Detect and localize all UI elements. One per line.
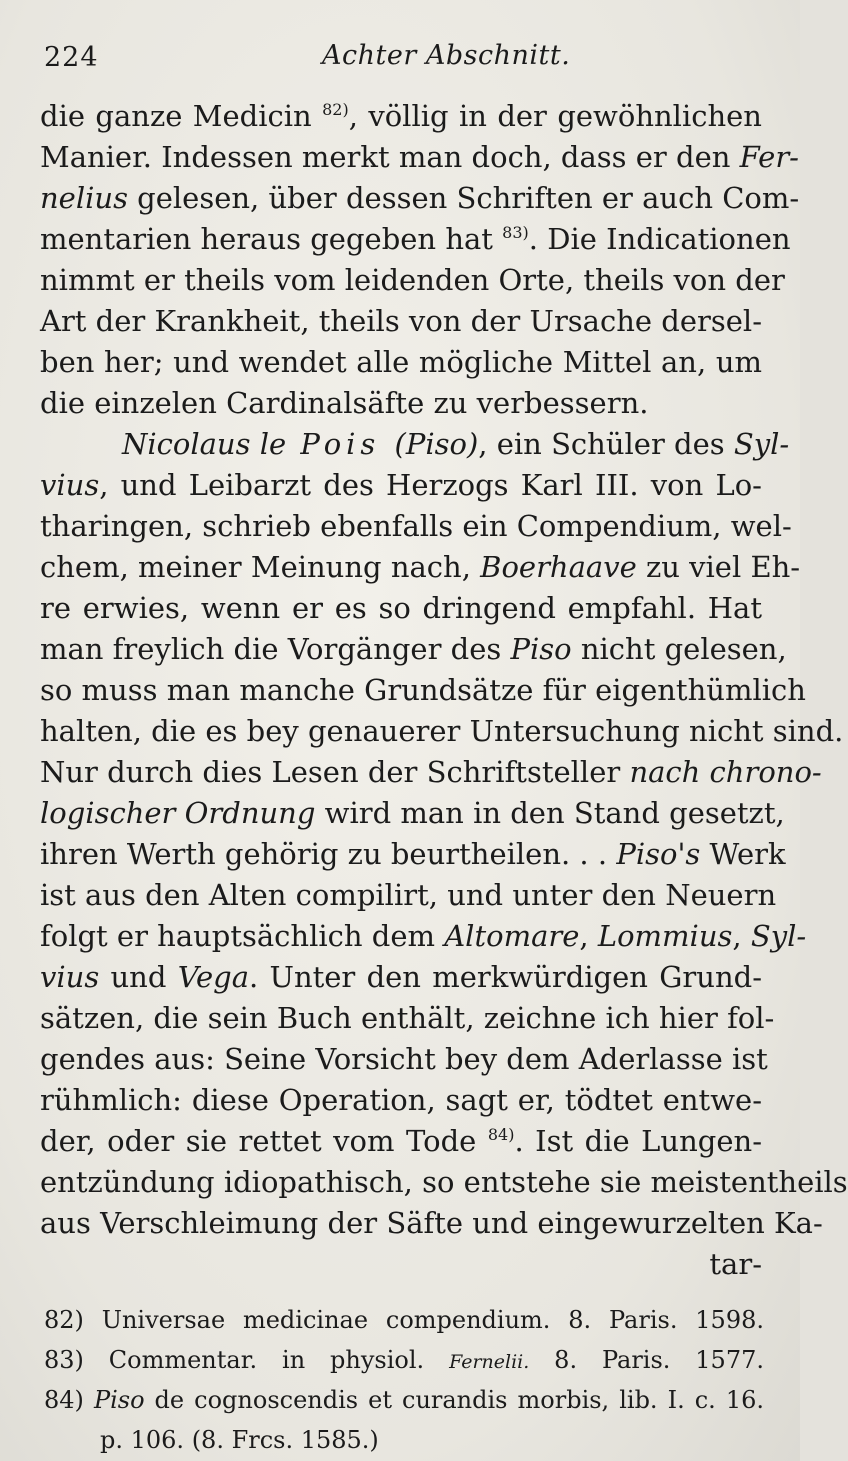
page-header [40, 38, 760, 78]
footnote-82: 82) Universae medicinae compendium. 8. Paris. 1598. [44, 1306, 764, 1334]
text-line-25: rühmlich: diese Operation, sagt er, tödtet entwe- [40, 1083, 762, 1117]
text-line-19: ihren Werth gehörig zu beurtheilen. . . Piso's Werk [40, 837, 786, 871]
text-line-18: logischer Ordnung wird man in den Stand gesetzt, [40, 796, 785, 830]
text-line-26: der, oder sie rettet vom Tode $^{84)}$. Ist die Lungen- [40, 1124, 762, 1158]
text-line-21: folgt er hauptsächlich dem Altomare, Lommius, Syl- [40, 919, 807, 953]
text-line-20: ist aus den Alten compilirt, und unter den Neuern [40, 878, 777, 912]
text-line-12: chem, meiner Meinung nach, Boerhaave zu viel Eh- [40, 550, 801, 584]
catchword: tar- [709, 1247, 762, 1281]
text-line-11: tharingen, schrieb ebenfalls ein Compendium, wel- [40, 509, 792, 543]
text-line-27: entzündung idiopathisch, so entstehe sie meistentheils [40, 1165, 848, 1199]
page-number: 224 [44, 42, 99, 73]
text-line-13: re erwies, wenn er es so dringend empfahl. Hat [40, 591, 762, 625]
footnote-84-continued: p. 106. (8. Frcs. 1585.) [100, 1426, 379, 1454]
text-line-7: ben her; und wendet alle mögliche Mittel an, um [40, 345, 762, 379]
text-line-1: die ganze Medicin $^{82)}$, völlig in der gewöhnlichen [40, 99, 762, 133]
text-line-2: Manier. Indessen merkt man doch, dass er den Fer- [40, 140, 799, 174]
text-line-22: vius und Vega. Unter den merkwürdigen Grund- [40, 960, 762, 994]
body-text [40, 96, 848, 1285]
text-line-6: Art der Krankheit, theils von der Ursache dersel- [40, 304, 762, 338]
text-line-15: so muss man manche Grundsätze für eigenthümlich [40, 673, 806, 707]
text-line-3: nelius gelesen, über dessen Schriften er auch Com- [40, 181, 800, 215]
text-line-4: mentarien heraus gegeben hat $^{83)}$. Die Indicationen [40, 222, 791, 256]
footnotes [44, 1300, 764, 1460]
footnote-ref-82: 82) [322, 100, 349, 119]
footnote-83: 83) Commentar. in physiol. Fernelii. 8. Paris. 1577. [44, 1346, 764, 1374]
text-line-5: nimmt er theils vom leidenden Orte, theils von der [40, 263, 785, 297]
text-line-28: aus Verschleimung der Säfte und eingewurzelten Ka- [40, 1206, 823, 1240]
footnote-ref-84: 84) [487, 1125, 515, 1144]
text-line-8: die einzelen Cardinalsäfte zu verbessern. [40, 386, 649, 420]
text-line-23: sätzen, die sein Buch enthält, zeichne ich hier fol- [40, 1001, 775, 1035]
text-line-9: Nicolaus le Pois (Piso), ein Schüler des Syl- [122, 427, 790, 461]
text-line-10: vius, und Leibarzt des Herzogs Karl III. von Lo- [40, 468, 762, 502]
text-line-16: halten, die es bey genauerer Untersuchung nicht sind. [40, 714, 844, 748]
text-line-17: Nur durch dies Lesen der Schriftsteller nach chrono- [40, 755, 822, 789]
text-line-24: gendes aus: Seine Vorsicht bey dem Aderlasse ist [40, 1042, 768, 1076]
running-head: Achter Abschnitt. [322, 40, 571, 71]
text-line-14: man freylich die Vorgänger des Piso nicht gelesen, [40, 632, 787, 666]
footnote-84: 84) Piso de cognoscendis et curandis morbis, lib. I. c. 16. [44, 1386, 765, 1414]
footnote-ref-83: 83) [502, 223, 529, 242]
